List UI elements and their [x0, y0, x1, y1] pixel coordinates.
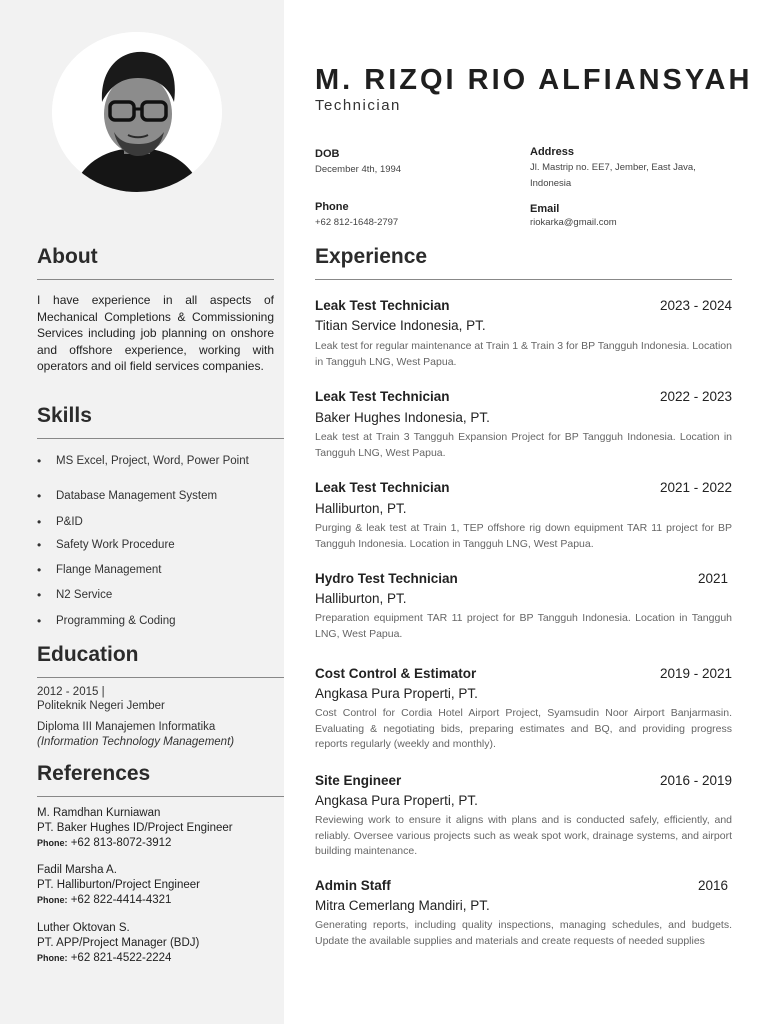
job-company: Mitra Cemerlang Mandiri, PT. [315, 898, 490, 913]
skill-item: • Database Management System [37, 489, 276, 503]
job-company: Halliburton, PT. [315, 591, 407, 606]
phone-value: +62 812-1648-2797 [315, 217, 399, 228]
skill-item: • Programming & Coding [37, 614, 276, 628]
reference-name: M. Ramdhan Kurniawan [37, 807, 161, 819]
job-description: Preparation equipment TAR 11 project for BP Tangguh Indonesia. Location in Tangguh LNG, West Papua. [315, 612, 732, 640]
education-heading: Education [37, 643, 139, 666]
reference-item [37, 806, 277, 851]
reference-phone: Phone: +62 822-4414-4321 [37, 894, 172, 906]
job-company: Halliburton, PT. [315, 501, 407, 516]
dob-value: December 4th, 1994 [315, 164, 402, 175]
job-title: Leak Test Technician [315, 480, 450, 495]
skill-item: • Safety Work Procedure [37, 538, 276, 552]
person-name: M. RIZQI RIO ALFIANSYAH [315, 64, 753, 96]
reference-item [37, 863, 277, 908]
job-description: Purging & leak test at Train 1, TEP offshore rig down equipment TAR 11 project for BP Tangguh Indonesia. Location in Tangguh LNG, West Papua. [315, 522, 732, 550]
sidebar [0, 0, 284, 1024]
education-degree-english: (Information Technology Management) [37, 736, 235, 748]
job-description: Generating reports, including quality inspections, managing schedules, and budgets. Update the available supplies and materials and create requests of needed supplies [315, 919, 732, 947]
dob-label: DOB [315, 148, 340, 160]
person-role: Technician [315, 97, 401, 114]
job-company: Titian Service Indonesia, PT. [315, 318, 486, 333]
job-company: Angkasa Pura Properti, PT. [315, 793, 478, 808]
job-title: Site Engineer [315, 773, 402, 788]
reference-item [37, 921, 277, 966]
job-description: Leak test at Train 3 Tangguh Expansion Project for BP Tangguh Indonesia. Location in Tangguh LNG, West Papua. [315, 431, 732, 459]
skill-item: • MS Excel, Project, Word, Power Point [37, 454, 256, 468]
education-divider [37, 677, 284, 678]
about-divider [37, 279, 274, 280]
skills-divider [37, 438, 284, 439]
email-label: Email [530, 203, 560, 215]
reference-phone: Phone: +62 813-8072-3912 [37, 837, 172, 849]
profile-photo [52, 32, 222, 192]
job-description: Cost Control for Cordia Hotel Airport Project, Syamsudin Noor Airport Banjarmasin. Evaluating & negotiating bids, preparing estimates and BQ, and providing progress reports regularly (weekly and monthly). [315, 707, 732, 750]
reference-name: Luther Oktovan S. [37, 922, 130, 934]
experience-divider [315, 279, 732, 280]
skill-item: • Flange Management [37, 563, 276, 577]
reference-position: PT. Baker Hughes ID/Project Engineer [37, 822, 233, 834]
about-heading: About [37, 245, 98, 268]
email-value: riokarka@gmail.com [530, 217, 617, 228]
education-school: Politeknik Negeri Jember [37, 700, 165, 712]
job-title: Leak Test Technician [315, 389, 450, 404]
job-years: 2022 - 2023 [659, 389, 732, 404]
job-company: Baker Hughes Indonesia, PT. [315, 410, 490, 425]
job-years: 2021 - 2022 [659, 480, 732, 495]
job-description: Reviewing work to ensure it aligns with plans and is conducted safely, efficiently, and reliably. Oversee various projects such as weak spot work, drainage systems, and airport building maintenance. [315, 814, 732, 857]
education-degree: Diploma III Manajemen Informatika [37, 721, 216, 733]
reference-phone: Phone: +62 821-4522-2224 [37, 952, 172, 964]
references-divider [37, 796, 284, 797]
reference-position: PT. Halliburton/Project Engineer [37, 879, 200, 891]
reference-position: PT. APP/Project Manager (BDJ) [37, 937, 200, 949]
reference-name: Fadil Marsha A. [37, 864, 117, 876]
skills-heading: Skills [37, 404, 92, 427]
address-label: Address [530, 146, 575, 158]
references-heading: References [37, 762, 151, 785]
skill-item: • N2 Service [37, 588, 276, 602]
education-years: 2012 - 2015 | [37, 686, 105, 698]
phone-label: Phone [315, 201, 349, 213]
job-title: Admin Staff [315, 878, 391, 893]
job-title: Cost Control & Estimator [315, 666, 477, 681]
job-years: 2019 - 2021 [659, 666, 732, 681]
job-description: Leak test for regular maintenance at Train 1 & Train 3 for BP Tangguh Indonesia. Location in Tangguh LNG, West Papua. [315, 340, 732, 368]
job-years: 2021 [697, 571, 728, 586]
address-line1: Jl. Mastrip no. EE7, Jember, East Java, [530, 162, 696, 173]
job-title: Hydro Test Technician [315, 571, 458, 586]
job-company: Angkasa Pura Properti, PT. [315, 686, 478, 701]
experience-heading: Experience [315, 245, 428, 268]
job-years: 2016 [697, 878, 728, 893]
about-text: I have experience in all aspects of Mechanical Completions & Commissioning Services including job planning on onshore and offshore experience, working with operators and oil field services companies. [37, 293, 274, 373]
address-line2: Indonesia [530, 178, 572, 189]
skill-item: • P&ID [37, 515, 276, 529]
job-years: 2016 - 2019 [659, 773, 732, 788]
person-portrait-icon [52, 32, 222, 192]
job-years: 2023 - 2024 [659, 298, 732, 313]
job-title: Leak Test Technician [315, 298, 450, 313]
